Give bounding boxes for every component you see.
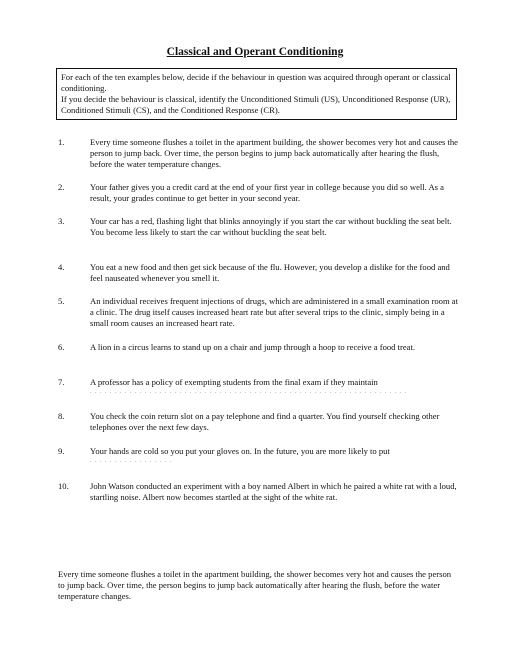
question-item	[58, 342, 458, 353]
question-number: 6.	[58, 342, 65, 352]
question-text: John Watson conducted an experiment with a boy named Albert in which he paired a white rat with a loud, startling noise. Albert now becomes startled at the sight of the white rat.	[90, 481, 457, 502]
question-number: 2.	[58, 182, 65, 192]
question-item	[58, 481, 458, 503]
question-text: A lion in a circus learns to stand up on a chair and jump through a hoop to receive a food treat.	[90, 342, 416, 352]
instructions-line: If you decide the behaviour is classical, identify the Unconditioned Stimuli (US), Unconditioned Response (UR), Conditioned Stimuli (CS), and the Conditioned Response (CR).	[61, 94, 451, 115]
question-number: 9.	[58, 446, 65, 456]
question-text: Your hands are cold so you put your gloves on. In the future, you are more likely to put	[90, 446, 390, 456]
question-item	[58, 411, 458, 433]
question-text: Every time someone flushes a toilet in the apartment building, the shower becomes very hot and causes the person to jump back. Over time, the person begins to jump back automatically after hearing the flush, before the water temperature changes.	[90, 137, 458, 169]
question-number: 7.	[58, 377, 65, 387]
question-text: Your car has a red, flashing light that blinks annoyingly if you start the car without buckling the seat belt. You become less likely to start the car without buckling the seat belt.	[90, 216, 452, 237]
question-number: 4.	[58, 262, 65, 272]
question-text: You check the coin return slot on a pay telephone and find a quarter. You find yourself checking other telephones over the next few days.	[90, 411, 440, 432]
question-item	[58, 216, 458, 238]
faded-text-line: . . . . . . . . . . . . . . . . .	[90, 458, 173, 464]
faded-text-line: . . . . . . . . . . . . . . . . . . . . . . . . . . . . . . . . . . . . . . . . . . . . . . . . . . . . . . . . . . . . . . . .	[90, 389, 408, 395]
question-number: 1.	[58, 137, 65, 147]
instructions-box	[56, 68, 457, 120]
question-number: 5.	[58, 296, 65, 306]
question-number: 10.	[58, 481, 69, 491]
question-text: You eat a new food and then get sick because of the flu. However, you develop a dislike for the food and feel nauseated whenever you smell it.	[90, 262, 450, 283]
question-item	[58, 377, 458, 396]
question-text: An individual receives frequent injections of drugs, which are administered in a small examination room at a clinic. The drug itself causes increased heart rate but after several trips to the clinic, simply being in a small room causes an increased heart rate.	[90, 296, 458, 328]
question-text: A professor has a policy of exempting students from the final exam if they maintain	[90, 377, 378, 387]
question-number: 8.	[58, 411, 65, 421]
question-text: Your father gives you a credit card at the end of your first year in college because you did so well. As a result, your grades continue to get better in your second year.	[90, 182, 444, 203]
instructions-line: For each of the ten examples below, decide if the behaviour in question was acquired through operant or classical conditioning.	[61, 72, 451, 93]
footer-paragraph: Every time someone flushes a toilet in the apartment building, the shower becomes very hot and causes the person to jump back. Over time, the person begins to jump back automatically after hearing the flush, before the water temperature changes.	[58, 569, 452, 601]
question-item	[58, 446, 458, 465]
question-item	[58, 182, 458, 204]
page-title: Classical and Operant Conditioning	[166, 46, 344, 58]
question-item	[58, 137, 458, 170]
question-number: 3.	[58, 216, 65, 226]
question-item	[58, 262, 458, 284]
question-item	[58, 296, 458, 329]
